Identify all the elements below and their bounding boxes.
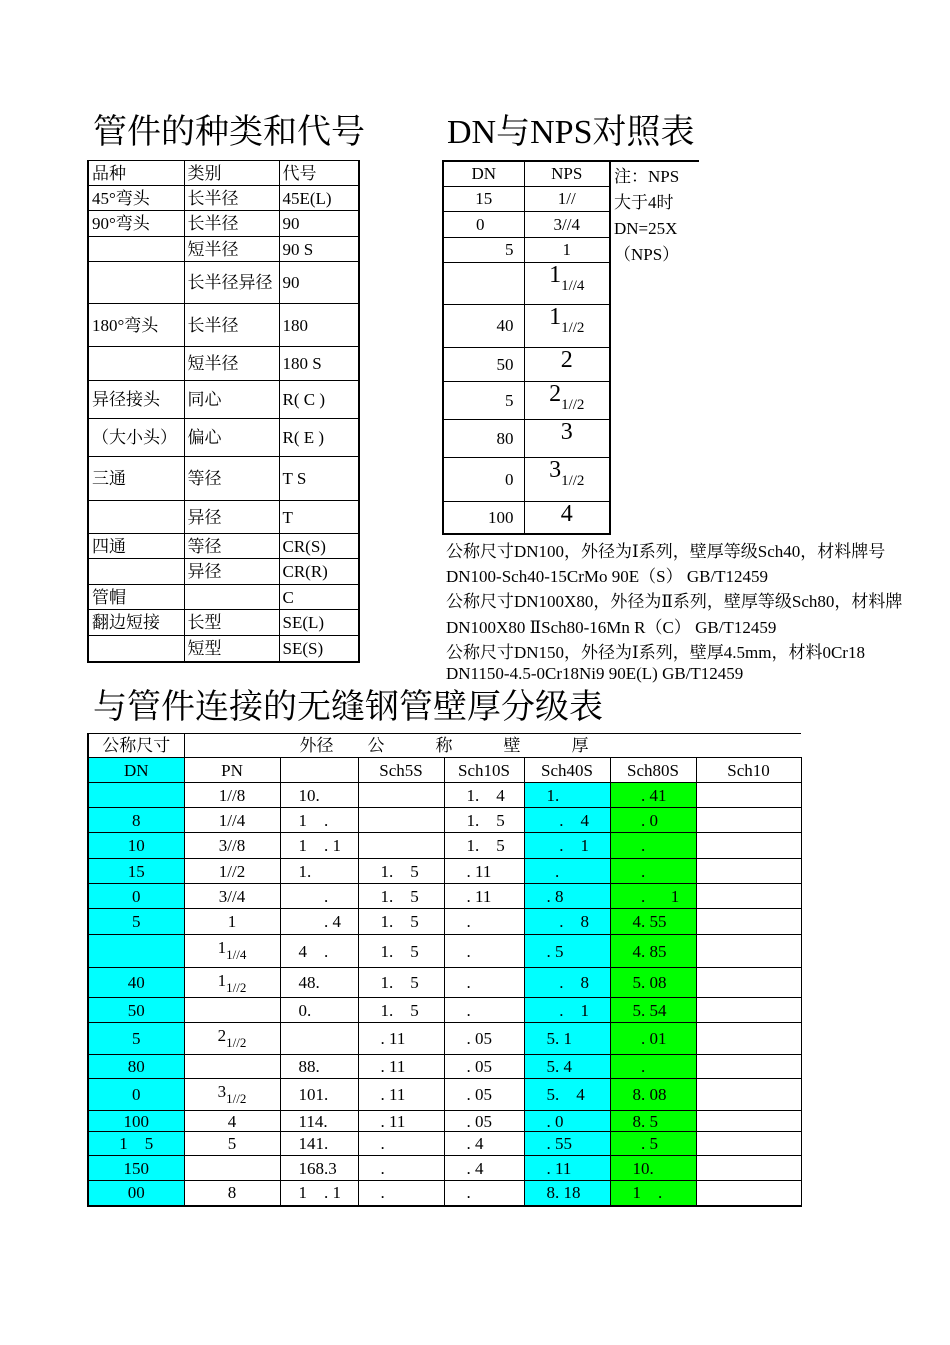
table-cell: 异径接头: [88, 381, 184, 419]
pn-fraction: 1//2: [226, 980, 247, 995]
table-cell: [280, 1023, 358, 1055]
table-cell: 1. 5: [358, 935, 444, 968]
table-cell: .: [524, 859, 610, 884]
table-cell: .: [610, 859, 696, 884]
spanned-header: 外径 公 称 壁 厚: [184, 734, 801, 758]
table-cell: .: [358, 1181, 444, 1206]
table-cell: 180 S: [279, 347, 359, 381]
table-cell: 10.: [280, 783, 358, 808]
table-cell: .: [444, 998, 524, 1023]
dn-cell: 15: [443, 186, 524, 211]
table-row: [88, 636, 359, 662]
table-row: [88, 304, 359, 347]
column-header: [280, 758, 358, 783]
nps-cell: [524, 237, 610, 262]
note-line: DN1150-4.5-0Cr18Ni9 90E(L) GB/T12459: [446, 664, 744, 683]
table-row: [88, 347, 359, 381]
table-cell: . 11: [444, 884, 524, 909]
table-cell: 168.3: [280, 1156, 358, 1181]
table-cell: [696, 1132, 801, 1156]
table-cell: 1//4: [184, 808, 280, 833]
table-cell: 1 .: [610, 1181, 696, 1206]
table-cell: . 1: [610, 884, 696, 909]
table-cell: .: [444, 968, 524, 998]
table-cell: . 11: [524, 1156, 610, 1181]
table-cell: .: [444, 909, 524, 935]
table-cell: 8: [88, 808, 184, 833]
note-line: （NPS）: [614, 245, 680, 264]
table-cell: 5: [184, 1132, 280, 1156]
table-row: [88, 1181, 801, 1206]
table-cell: 0.: [280, 998, 358, 1023]
table-cell: .: [610, 1055, 696, 1079]
table-cell: R( E ): [279, 419, 359, 457]
nps-cell: [524, 381, 610, 419]
table-cell: . 41: [610, 783, 696, 808]
column-header: Sch40S: [524, 758, 610, 783]
table-cell: [358, 833, 444, 859]
wall-thickness-table: [87, 733, 802, 1207]
nps-whole: 1: [549, 262, 562, 288]
table-cell: 4. 85: [610, 935, 696, 968]
table-cell: . 1: [524, 833, 610, 859]
nps-whole: 3: [560, 419, 573, 445]
table-cell: 5. 54: [610, 998, 696, 1023]
nps-cell: [524, 347, 610, 381]
table-cell: 114.: [280, 1111, 358, 1132]
table-cell: 40: [88, 968, 184, 998]
table-cell: 长半径: [184, 304, 279, 347]
table-cell: [696, 1181, 801, 1206]
table-cell: [184, 998, 280, 1023]
table-cell: 1.: [524, 783, 610, 808]
nps-whole: 2: [549, 381, 562, 407]
table-cell: CR(R): [279, 559, 359, 585]
dn-formula-note: [610, 161, 699, 534]
note-line: 大于4时: [614, 193, 674, 212]
table-cell: 三通: [88, 457, 184, 501]
nps-whole: 1: [549, 304, 562, 330]
table-cell: . 11: [358, 1079, 444, 1111]
dn-cell: 80: [443, 419, 524, 457]
dn-cell: 5: [443, 381, 524, 419]
table-cell: 00: [88, 1181, 184, 1206]
table-cell: 15: [88, 859, 184, 884]
table-cell: 1: [184, 909, 280, 935]
table-cell: R( C ): [279, 381, 359, 419]
dn-cell: 40: [443, 304, 524, 347]
table-cell: 141.: [280, 1132, 358, 1156]
table-cell: [184, 935, 280, 968]
note-line: 公称尺寸DN100X80，外径为Ⅱ系列，壁厚等级Sch80，材料牌: [446, 592, 903, 611]
table-cell: [88, 783, 184, 808]
table-row: [88, 1055, 801, 1079]
table-row: [88, 998, 801, 1023]
table-row: [88, 783, 801, 808]
table-cell: 偏心: [184, 419, 279, 457]
table-cell: 0: [88, 884, 184, 909]
table-row: [88, 1132, 801, 1156]
table-cell: 5: [88, 909, 184, 935]
table-cell: 45E(L): [279, 186, 359, 211]
table-cell: 等径: [184, 457, 279, 501]
table-row: [88, 1156, 801, 1181]
table-cell: .: [358, 1132, 444, 1156]
table-cell: . 1: [524, 998, 610, 1023]
dn-cell: 50: [443, 347, 524, 381]
table-cell: [88, 347, 184, 381]
table-cell: . 11: [358, 1055, 444, 1079]
table-cell: 同心: [184, 381, 279, 419]
table-cell: CR(S): [279, 534, 359, 559]
table-cell: 短型: [184, 636, 279, 662]
nps-value: 3//4: [553, 214, 580, 234]
dn-nps-title: DN与NPS对照表: [447, 114, 695, 151]
note-line: 公称尺寸DN150，外径为Ⅰ系列，壁厚4.5mm，材料0Cr18: [446, 643, 865, 662]
table-cell: 1 . 1: [280, 833, 358, 859]
table-cell: [184, 968, 280, 998]
column-header: Sch5S: [358, 758, 444, 783]
dn-cell: 0: [443, 457, 524, 501]
table-cell: 88.: [280, 1055, 358, 1079]
table-cell: . 11: [358, 1023, 444, 1055]
table-cell: [184, 1156, 280, 1181]
table-cell: . 4: [280, 909, 358, 935]
table-cell: . 4: [444, 1156, 524, 1181]
column-header: Sch10S: [444, 758, 524, 783]
table-row: [88, 935, 801, 968]
dn-cell: [443, 262, 524, 304]
table-row: [88, 808, 801, 833]
table-cell: SE(S): [279, 636, 359, 662]
table-cell: 50: [88, 998, 184, 1023]
table-cell: 管帽: [88, 585, 184, 610]
table-cell: [696, 968, 801, 998]
table-cell: [696, 884, 801, 909]
table-cell: . 8: [524, 909, 610, 935]
table-cell: 长半径: [184, 186, 279, 211]
table-cell: 5. 08: [610, 968, 696, 998]
table-cell: C: [279, 585, 359, 610]
table-cell: 8. 5: [610, 1111, 696, 1132]
table-cell: SE(L): [279, 610, 359, 636]
table-cell: [696, 1079, 801, 1111]
table-cell: 10: [88, 833, 184, 859]
table-cell: 长型: [184, 610, 279, 636]
wall-thickness-title: 与管件连接的无缝钢管壁厚分级表: [93, 689, 603, 726]
table-cell: .: [610, 833, 696, 859]
nps-cell: [524, 262, 610, 304]
table-cell: 5. 4: [524, 1079, 610, 1111]
table-cell: 90: [279, 262, 359, 304]
table-cell: . 05: [444, 1023, 524, 1055]
column-header: Sch80S: [610, 758, 696, 783]
table-cell: [88, 935, 184, 968]
table-row: [88, 534, 359, 559]
column-header: PN: [184, 758, 280, 783]
table-cell: 1//2: [184, 859, 280, 884]
table-cell: . 01: [610, 1023, 696, 1055]
nps-whole: 2: [560, 347, 573, 373]
table-cell: [696, 1055, 801, 1079]
table-cell: 翻边短接: [88, 610, 184, 636]
table-row: [88, 457, 359, 501]
table-cell: 5: [88, 1023, 184, 1055]
table-cell: 1 5: [88, 1132, 184, 1156]
table-row: [88, 211, 359, 237]
nps-whole: 4: [560, 501, 573, 527]
pn-whole: 1: [217, 971, 227, 990]
table-cell: .: [358, 1156, 444, 1181]
table-cell: .: [444, 1181, 524, 1206]
table-cell: 1. 5: [358, 884, 444, 909]
table-cell: 180: [279, 304, 359, 347]
dn-nps-table: [442, 160, 699, 535]
pn-fraction: 1//2: [226, 1035, 247, 1050]
table-row: [88, 884, 801, 909]
pn-whole: 1: [217, 938, 227, 957]
table-cell: [696, 859, 801, 884]
nps-fraction: 1//2: [561, 319, 585, 336]
table-cell: [88, 501, 184, 534]
nps-cell: [524, 457, 610, 501]
table-cell: 4 .: [280, 935, 358, 968]
fittings-table: [87, 160, 360, 663]
table-cell: . 0: [524, 1111, 610, 1132]
pn-whole: 3: [217, 1082, 227, 1101]
dn-cell: 0: [443, 211, 524, 237]
column-header: DN: [88, 758, 184, 783]
table-cell: . 5: [524, 935, 610, 968]
dn-cell: 5: [443, 237, 524, 262]
pn-whole: 2: [217, 1026, 227, 1045]
table-cell: [696, 1111, 801, 1132]
dn-cell: 100: [443, 501, 524, 534]
table-cell: [88, 237, 184, 262]
table-cell: 1. 5: [358, 998, 444, 1023]
nps-cell: [524, 211, 610, 237]
column-header: 代号: [279, 161, 359, 186]
table-row: [88, 237, 359, 262]
table-cell: . 05: [444, 1111, 524, 1132]
table-cell: 90: [279, 211, 359, 237]
table-cell: 10.: [610, 1156, 696, 1181]
table-cell: 90°弯头: [88, 211, 184, 237]
table-cell: 短半径: [184, 237, 279, 262]
table-cell: 8. 18: [524, 1181, 610, 1206]
table-cell: [358, 783, 444, 808]
table-cell: 8. 08: [610, 1079, 696, 1111]
table-cell: . 4: [524, 808, 610, 833]
table-cell: 45°弯头: [88, 186, 184, 211]
table-cell: 48.: [280, 968, 358, 998]
table-cell: 4. 55: [610, 909, 696, 935]
table-cell: 长半径: [184, 211, 279, 237]
table-cell: 80: [88, 1055, 184, 1079]
table-cell: [696, 783, 801, 808]
table-cell: .: [444, 935, 524, 968]
table-cell: 3//4: [184, 884, 280, 909]
table-cell: . 11: [358, 1111, 444, 1132]
fittings-header-row: [88, 161, 359, 186]
table-cell: 150: [88, 1156, 184, 1181]
table-cell: [696, 808, 801, 833]
table-row: [88, 186, 359, 211]
table-row: [88, 501, 359, 534]
table-cell: [88, 636, 184, 662]
column-header: Sch10: [696, 758, 801, 783]
table-cell: [696, 833, 801, 859]
table-cell: [88, 262, 184, 304]
table-cell: [358, 808, 444, 833]
table-cell: . 05: [444, 1055, 524, 1079]
table-row: [88, 585, 359, 610]
table-cell: . 05: [444, 1079, 524, 1111]
designation-notes: [446, 537, 902, 689]
nps-cell: [524, 419, 610, 457]
table-cell: 异径: [184, 501, 279, 534]
table-cell: . 8: [524, 884, 610, 909]
table-cell: 0: [88, 1079, 184, 1111]
table-cell: 1. 5: [358, 909, 444, 935]
table-cell: 180°弯头: [88, 304, 184, 347]
table-cell: 1 . 1: [280, 1181, 358, 1206]
table-cell: 1. 5: [444, 808, 524, 833]
table-cell: 等径: [184, 534, 279, 559]
table-cell: .: [280, 884, 358, 909]
table-cell: . 4: [444, 1132, 524, 1156]
table-cell: [696, 935, 801, 968]
table-row: [88, 262, 359, 304]
table-row: [88, 1111, 801, 1132]
table-cell: T S: [279, 457, 359, 501]
wall-header-row-2: [88, 758, 801, 783]
table-cell: 1//8: [184, 783, 280, 808]
column-header: 品种: [88, 161, 184, 186]
table-cell: 4: [184, 1111, 280, 1132]
table-cell: 四通: [88, 534, 184, 559]
table-cell: . 8: [524, 968, 610, 998]
table-cell: . 0: [610, 808, 696, 833]
table-cell: . 55: [524, 1132, 610, 1156]
wall-header-row-1: [88, 734, 801, 758]
table-cell: 异径: [184, 559, 279, 585]
table-cell: . 5: [610, 1132, 696, 1156]
table-cell: 短半径: [184, 347, 279, 381]
nps-cell: [524, 186, 610, 211]
note-line: 注：NPS: [614, 167, 680, 186]
table-cell: [88, 559, 184, 585]
nps-fraction: 1//2: [561, 472, 585, 489]
pn-fraction: 1//4: [226, 947, 247, 962]
table-cell: 1. 5: [444, 833, 524, 859]
table-cell: [184, 1055, 280, 1079]
table-cell: [696, 998, 801, 1023]
nps-cell: [524, 304, 610, 347]
column-header: NPS: [524, 161, 610, 186]
table-cell: 8: [184, 1181, 280, 1206]
dn-nps-header-row: [443, 161, 699, 186]
table-cell: 5. 4: [524, 1055, 610, 1079]
table-cell: 90 S: [279, 237, 359, 262]
nps-fraction: 1//4: [561, 277, 585, 294]
nps-cell: [524, 501, 610, 534]
column-header: DN: [443, 161, 524, 186]
table-row: [88, 610, 359, 636]
table-cell: 1. 5: [358, 859, 444, 884]
table-cell: 1.: [280, 859, 358, 884]
table-cell: （大小头）: [88, 419, 184, 457]
table-cell: 101.: [280, 1079, 358, 1111]
table-row: [88, 833, 801, 859]
table-row: [88, 1079, 801, 1111]
table-cell: [696, 909, 801, 935]
table-cell: 5. 1: [524, 1023, 610, 1055]
table-cell: 1 .: [280, 808, 358, 833]
nps-whole: 3: [549, 457, 562, 483]
table-cell: 3//8: [184, 833, 280, 859]
table-cell: 长半径异径: [184, 262, 279, 304]
table-cell: [184, 1023, 280, 1055]
nps-fraction: 1//2: [561, 396, 585, 413]
column-header: 类别: [184, 161, 279, 186]
note-line: DN100X80 ⅡSch80-16Mn R（C） GB/T12459: [446, 618, 777, 637]
nps-value: 1//: [557, 189, 576, 208]
table-cell: . 11: [444, 859, 524, 884]
table-row: [88, 559, 359, 585]
table-cell: 1. 4: [444, 783, 524, 808]
table-cell: [184, 1079, 280, 1111]
pn-fraction: 1//2: [226, 1091, 247, 1106]
size-header: 公称尺寸: [88, 734, 184, 758]
note-line: 公称尺寸DN100，外径为Ⅰ系列，壁厚等级Sch40，材料牌号: [446, 542, 886, 561]
table-cell: [696, 1023, 801, 1055]
table-cell: [696, 1156, 801, 1181]
table-cell: [184, 585, 279, 610]
table-row: [88, 909, 801, 935]
table-cell: T: [279, 501, 359, 534]
nps-value: 1: [562, 240, 571, 259]
table-row: [88, 1023, 801, 1055]
note-line: DN=25X: [614, 219, 678, 238]
table-row: [88, 968, 801, 998]
table-row: [88, 419, 359, 457]
fittings-title: 管件的种类和代号: [93, 114, 365, 151]
note-line: DN100-Sch40-15CrMo 90E（S） GB/T12459: [446, 567, 769, 586]
table-cell: 1. 5: [358, 968, 444, 998]
table-cell: 100: [88, 1111, 184, 1132]
table-row: [88, 859, 801, 884]
table-row: [88, 381, 359, 419]
